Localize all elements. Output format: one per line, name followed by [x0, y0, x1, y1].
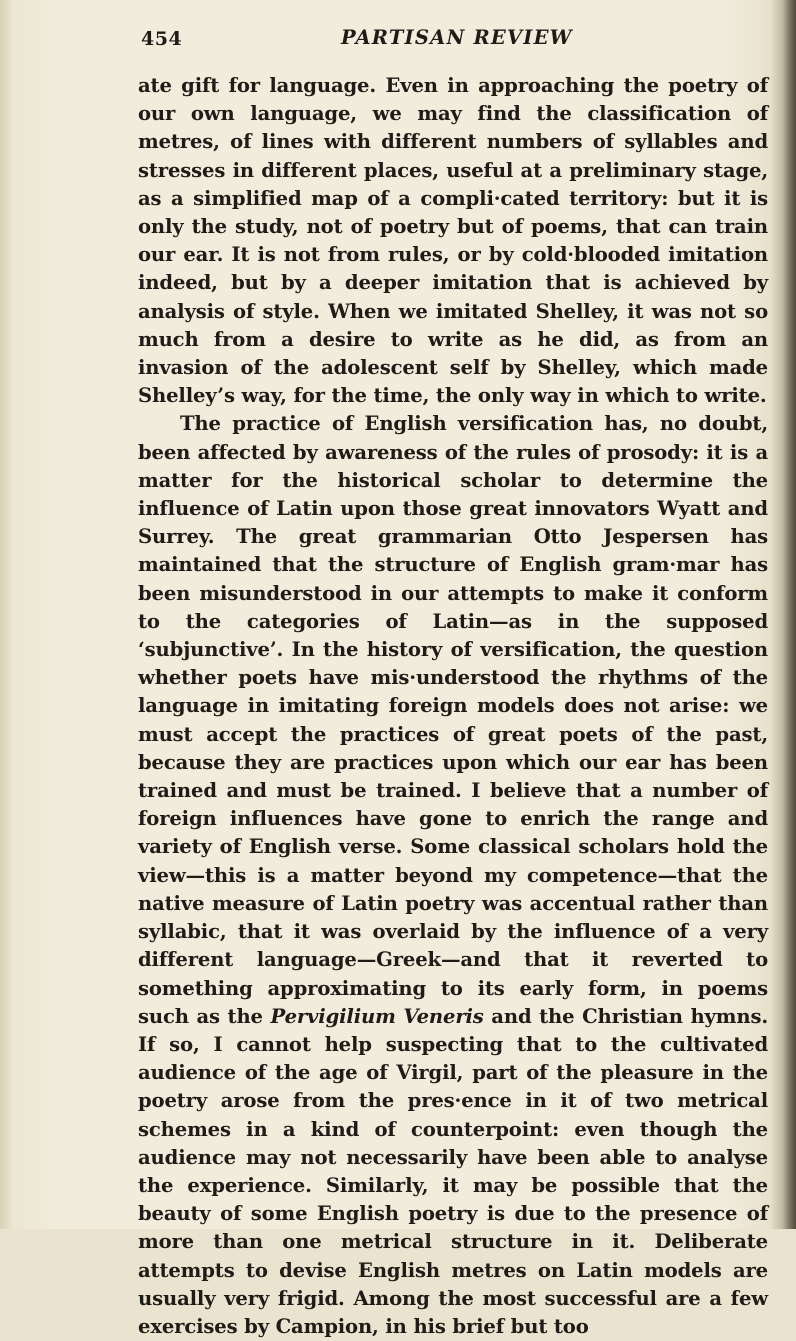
page-edge-shadow	[782, 0, 796, 1229]
journal-title: PARTISAN REVIEW	[341, 26, 573, 49]
running-head	[137, 18, 767, 58]
page-number: 454	[141, 28, 183, 50]
body-text	[138, 72, 768, 1341]
italic-title-pervigilium: Pervigilium Veneris	[270, 1004, 484, 1028]
paragraph-2-text-after: and the Christian hymns. If so, I cannot help suspecting that to the cultivated audience of the age of Virgil, part of the pleasure in the poetry arose from the pres·ence in it of two metrical schemes in a kind of counterpoint: even though the audience may not necessarily have been able to analyse the experience. Similarly, it may be possible that the beauty of some English poetry is due to the presence of more than one metrical structure in it. Deliberate attempts to devise English metres on Latin models are usually very frigid. Among the most successful are a few exercises by Campion, in his brief but too	[138, 1004, 769, 1338]
paragraph-1	[138, 72, 768, 410]
paragraph-1-text: ate gift for language. Even in approaching the poetry of our own language, we may find the classification of metres, of lines with different numbers of syllables and stresses in different places, useful at a preliminary stage, as a simplified map of a compli·cated territory: but it is only the study, not of poetry but of poems, that can train our ear. It is not from rules, or by cold·blooded imitation indeed, but by a deeper imitation that is achieved by analysis of style. When we imitated Shelley, it was not so much from a desire to write as he did, as from an invasion of the adolescent self by Shelley, which made Shelley’s way, for the time, the only way in which to write.	[138, 74, 768, 408]
paragraph-2-text-before: The practice of English versification has, no doubt, been affected by awareness of the rules of prosody: it is a matter for the historical scholar to determine the influence of Latin upon those great innovators Wyatt and Surrey. The great grammarian Otto Jespersen has maintained that the structure of English gram·mar has been misunderstood in our attempts to make it conform to the categories of Latin—as in the supposed ‘subjunctive’. In the history of versification, the question whether poets have mis·understood the rhythms of the language in imitating foreign models does not arise: we must accept the practices of great poets of the past, because they are practices upon which our ear has been trained and must be trained. I believe that a number of foreign influences have gone to enrich the range and variety of English verse. Some classical scholars hold the view—this is a matter beyond my competence—that the native measure of Latin poetry was accentual rather than syllabic, that it was overlaid by the influence of a very different language—Greek—and that it reverted to something approximating to its early form, in poems such as the	[138, 412, 768, 1028]
paragraph-2	[138, 410, 768, 1341]
